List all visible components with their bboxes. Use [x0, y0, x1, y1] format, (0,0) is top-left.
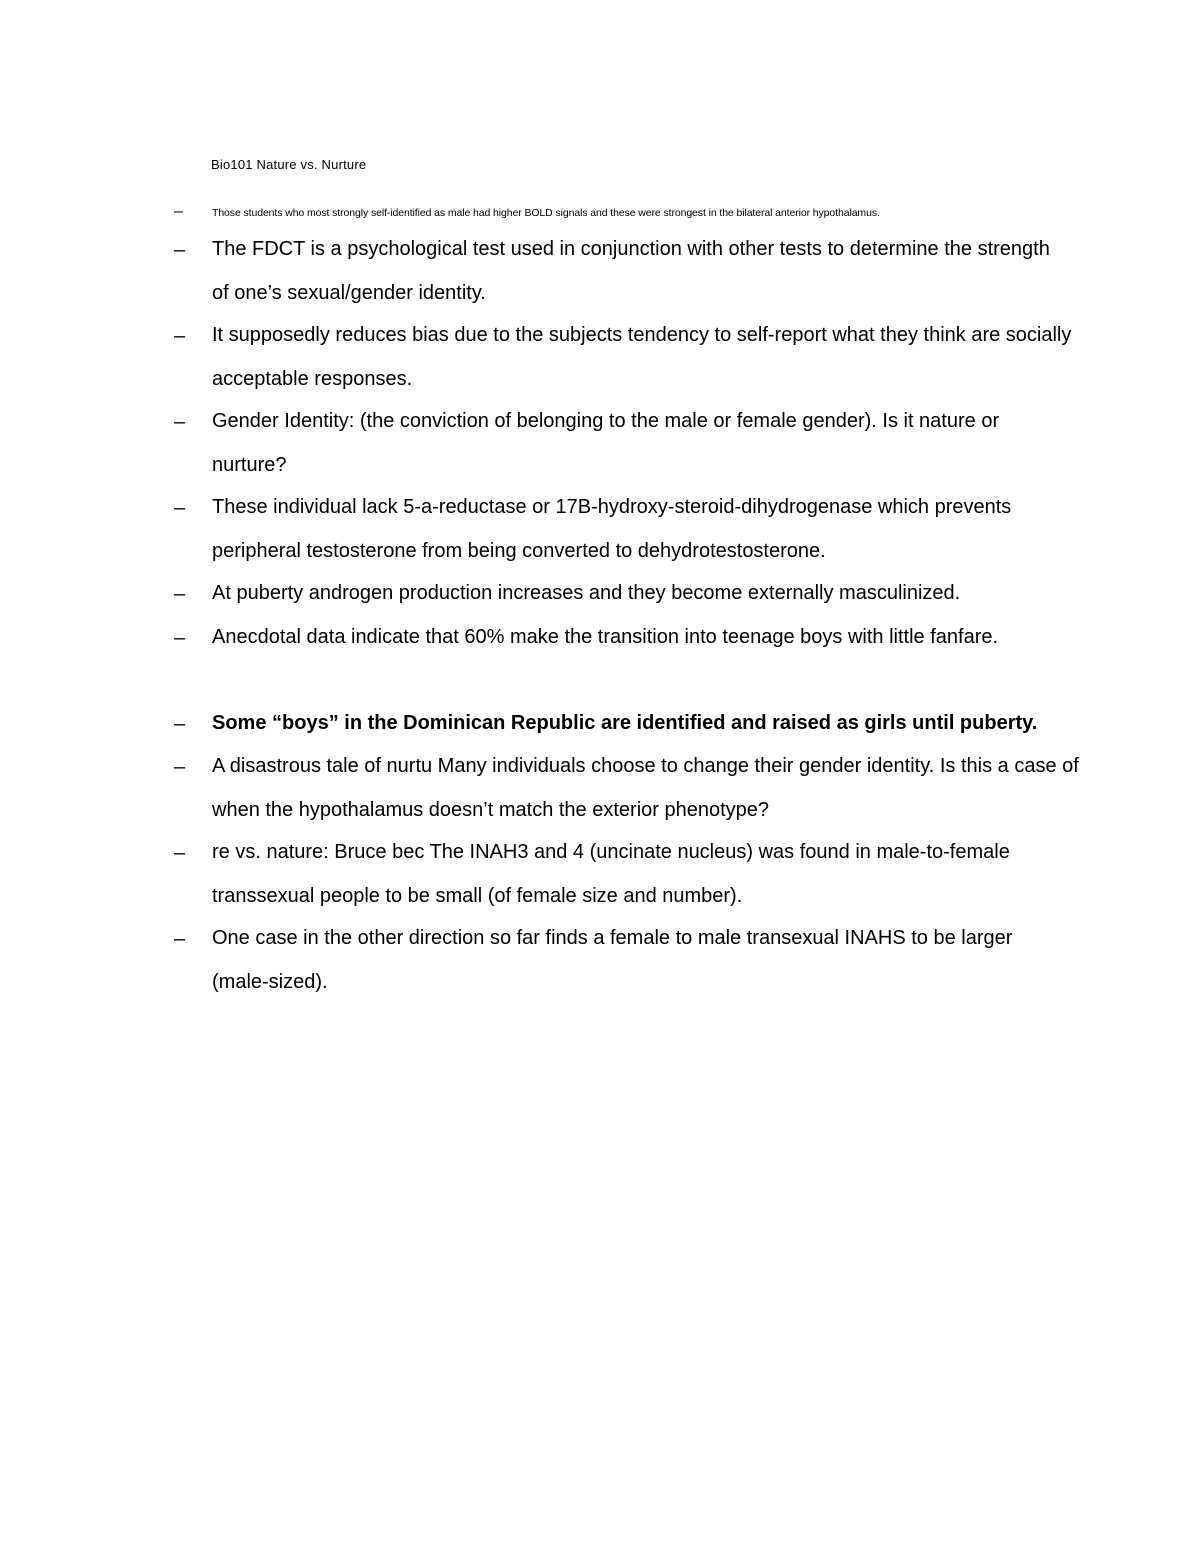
- dash-bullet-icon: –: [174, 928, 186, 950]
- list-item-text: Some “boys” in the Dominican Republic are identified and raised as girls until puberty.: [212, 712, 1038, 734]
- list-item-text: re vs. nature: Bruce bec The INAH3 and 4 (uncinate nucleus) was found in male-to-female transsexual people to be small (of female size and number).: [212, 841, 1010, 907]
- dash-bullet-icon: –: [174, 756, 186, 778]
- list-item-text: Gender Identity: (the conviction of belonging to the male or female gender). Is it nature or nurture?: [212, 410, 1000, 476]
- dash-bullet-icon: –: [174, 497, 186, 519]
- dash-bullet-icon: –: [174, 203, 183, 220]
- list-item-text: At puberty androgen production increases and they become externally masculinized.: [212, 582, 961, 604]
- dash-bullet-icon: –: [174, 239, 186, 261]
- list-item-text: The FDCT is a psychological test used in conjunction with other tests to determine the strength of one’s sexual/gender identity.: [212, 238, 1050, 304]
- list-item-text: One case in the other direction so far finds a female to male transexual INAHS to be larger (male-sized).: [212, 927, 1013, 993]
- list-item-text: A disastrous tale of nurtu Many individuals choose to change their gender identity. Is this a case of when the hypothalamus doesn’t match the exterior phenotype?: [212, 755, 1079, 821]
- document-title: Bio101 Nature vs. Nurture: [211, 157, 367, 172]
- dash-bullet-icon: –: [174, 583, 186, 605]
- dash-bullet-icon: –: [174, 627, 186, 649]
- dash-bullet-icon: –: [174, 842, 186, 864]
- dash-bullet-icon: –: [174, 411, 186, 433]
- dash-bullet-icon: –: [174, 713, 186, 735]
- dash-bullet-icon: –: [174, 325, 186, 347]
- list-item-text: Anecdotal data indicate that 60% make the transition into teenage boys with little fanfare.: [212, 626, 999, 648]
- list-item-text: It supposedly reduces bias due to the subjects tendency to self-report what they think are socially acceptable responses.: [212, 324, 1072, 390]
- list-item-text: These individual lack 5-a-reductase or 17B-hydroxy-steroid-dihydrogenase which prevents peripheral testosterone from being converted to dehydrotestosterone.: [212, 496, 1012, 562]
- list-item-text: Those students who most strongly self-identified as male had higher BOLD signals and these were strongest in the bilateral anterior hypothalamus.: [212, 207, 880, 219]
